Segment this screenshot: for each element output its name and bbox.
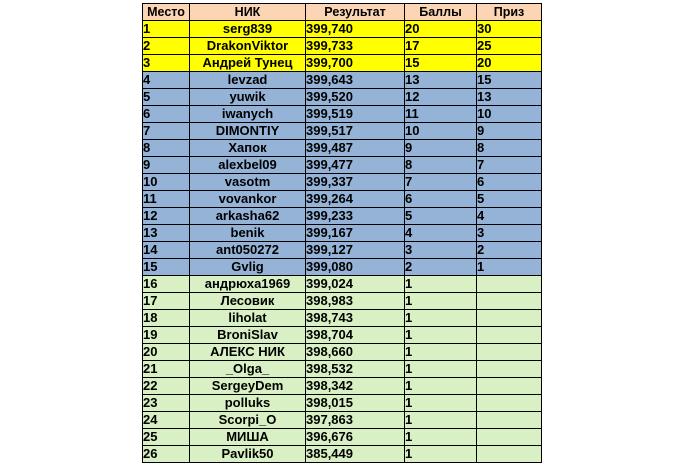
cell-place: 8 xyxy=(143,140,190,157)
cell-nick: yuwik xyxy=(190,89,306,106)
table-row xyxy=(143,310,542,327)
cell-prize xyxy=(477,412,542,429)
cell-points: 1 xyxy=(405,446,477,463)
cell-points: 9 xyxy=(405,140,477,157)
cell-prize xyxy=(477,310,542,327)
header-nick: НИК xyxy=(190,4,306,21)
cell-prize: 20 xyxy=(477,55,542,72)
cell-prize xyxy=(477,276,542,293)
cell-place: 15 xyxy=(143,259,190,276)
cell-place: 18 xyxy=(143,310,190,327)
cell-prize xyxy=(477,378,542,395)
cell-prize: 8 xyxy=(477,140,542,157)
cell-nick: arkasha62 xyxy=(190,208,306,225)
cell-nick: DIMONTIY xyxy=(190,123,306,140)
cell-points: 1 xyxy=(405,412,477,429)
cell-place: 11 xyxy=(143,191,190,208)
cell-result: 398,983 xyxy=(306,293,405,310)
cell-place: 24 xyxy=(143,412,190,429)
cell-place: 12 xyxy=(143,208,190,225)
cell-points: 6 xyxy=(405,191,477,208)
table-row xyxy=(143,38,542,55)
table-row xyxy=(143,89,542,106)
cell-result: 399,024 xyxy=(306,276,405,293)
cell-result: 398,342 xyxy=(306,378,405,395)
cell-points: 5 xyxy=(405,208,477,225)
cell-prize xyxy=(477,361,542,378)
cell-prize: 13 xyxy=(477,89,542,106)
cell-points: 3 xyxy=(405,242,477,259)
cell-prize xyxy=(477,429,542,446)
cell-nick: levzad xyxy=(190,72,306,89)
cell-points: 1 xyxy=(405,429,477,446)
cell-points: 1 xyxy=(405,395,477,412)
cell-points: 1 xyxy=(405,276,477,293)
cell-prize: 25 xyxy=(477,38,542,55)
cell-result: 398,532 xyxy=(306,361,405,378)
cell-nick: Хапок xyxy=(190,140,306,157)
cell-prize xyxy=(477,327,542,344)
table-row xyxy=(143,361,542,378)
cell-result: 398,743 xyxy=(306,310,405,327)
table-row xyxy=(143,140,542,157)
cell-prize xyxy=(477,395,542,412)
cell-nick: Scorpi_O xyxy=(190,412,306,429)
cell-place: 26 xyxy=(143,446,190,463)
cell-place: 25 xyxy=(143,429,190,446)
cell-place: 2 xyxy=(143,38,190,55)
table-row xyxy=(143,412,542,429)
cell-result: 399,233 xyxy=(306,208,405,225)
cell-place: 19 xyxy=(143,327,190,344)
cell-points: 4 xyxy=(405,225,477,242)
cell-result: 397,863 xyxy=(306,412,405,429)
table-row xyxy=(143,378,542,395)
cell-nick: андрюха1969 xyxy=(190,276,306,293)
cell-nick: МИША xyxy=(190,429,306,446)
cell-prize: 15 xyxy=(477,72,542,89)
cell-points: 13 xyxy=(405,72,477,89)
cell-nick: _Olga_ xyxy=(190,361,306,378)
cell-prize xyxy=(477,446,542,463)
table-row xyxy=(143,55,542,72)
table-row xyxy=(143,157,542,174)
cell-prize xyxy=(477,344,542,361)
table-row xyxy=(143,293,542,310)
cell-nick: Pavlik50 xyxy=(190,446,306,463)
table-row xyxy=(143,191,542,208)
table-row xyxy=(143,123,542,140)
header-row xyxy=(143,4,542,21)
cell-result: 399,487 xyxy=(306,140,405,157)
cell-points: 1 xyxy=(405,310,477,327)
cell-nick: АЛЕКС НИК xyxy=(190,344,306,361)
cell-place: 4 xyxy=(143,72,190,89)
cell-points: 11 xyxy=(405,106,477,123)
cell-nick: vovankor xyxy=(190,191,306,208)
cell-points: 1 xyxy=(405,327,477,344)
cell-points: 10 xyxy=(405,123,477,140)
cell-place: 6 xyxy=(143,106,190,123)
table-row xyxy=(143,242,542,259)
cell-result: 399,167 xyxy=(306,225,405,242)
cell-place: 9 xyxy=(143,157,190,174)
table-row xyxy=(143,72,542,89)
cell-points: 17 xyxy=(405,38,477,55)
cell-points: 8 xyxy=(405,157,477,174)
cell-place: 14 xyxy=(143,242,190,259)
table-row xyxy=(143,208,542,225)
cell-points: 7 xyxy=(405,174,477,191)
cell-result: 399,733 xyxy=(306,38,405,55)
cell-result: 399,477 xyxy=(306,157,405,174)
header-result: Результат xyxy=(306,4,405,21)
cell-result: 399,700 xyxy=(306,55,405,72)
cell-result: 399,740 xyxy=(306,21,405,38)
cell-points: 15 xyxy=(405,55,477,72)
cell-nick: DrakonViktor xyxy=(190,38,306,55)
cell-result: 399,517 xyxy=(306,123,405,140)
cell-points: 20 xyxy=(405,21,477,38)
cell-prize: 6 xyxy=(477,174,542,191)
cell-result: 398,704 xyxy=(306,327,405,344)
cell-place: 5 xyxy=(143,89,190,106)
table-row xyxy=(143,429,542,446)
cell-points: 1 xyxy=(405,293,477,310)
cell-points: 1 xyxy=(405,361,477,378)
cell-result: 398,660 xyxy=(306,344,405,361)
cell-result: 399,337 xyxy=(306,174,405,191)
cell-points: 1 xyxy=(405,378,477,395)
cell-result: 399,264 xyxy=(306,191,405,208)
cell-points: 12 xyxy=(405,89,477,106)
table-row xyxy=(143,276,542,293)
cell-place: 17 xyxy=(143,293,190,310)
cell-nick: vasotm xyxy=(190,174,306,191)
table-row xyxy=(143,225,542,242)
cell-nick: liholat xyxy=(190,310,306,327)
cell-prize: 2 xyxy=(477,242,542,259)
header-points: Баллы xyxy=(405,4,477,21)
cell-nick: BroniSlav xyxy=(190,327,306,344)
table-row xyxy=(143,327,542,344)
cell-result: 396,676 xyxy=(306,429,405,446)
cell-result: 399,519 xyxy=(306,106,405,123)
cell-prize: 9 xyxy=(477,123,542,140)
table-row xyxy=(143,259,542,276)
cell-nick: alexbel09 xyxy=(190,157,306,174)
cell-place: 20 xyxy=(143,344,190,361)
cell-place: 16 xyxy=(143,276,190,293)
cell-result: 399,520 xyxy=(306,89,405,106)
cell-prize: 4 xyxy=(477,208,542,225)
table-row xyxy=(143,106,542,123)
cell-nick: serg839 xyxy=(190,21,306,38)
cell-nick: polluks xyxy=(190,395,306,412)
cell-prize: 5 xyxy=(477,191,542,208)
results-body xyxy=(143,21,542,463)
cell-nick: ant050272 xyxy=(190,242,306,259)
results-table xyxy=(142,3,542,463)
cell-prize: 10 xyxy=(477,106,542,123)
header-place: Место xyxy=(143,4,190,21)
cell-place: 7 xyxy=(143,123,190,140)
cell-place: 23 xyxy=(143,395,190,412)
cell-nick: benik xyxy=(190,225,306,242)
cell-prize xyxy=(477,293,542,310)
cell-result: 399,127 xyxy=(306,242,405,259)
cell-points: 2 xyxy=(405,259,477,276)
cell-place: 3 xyxy=(143,55,190,72)
cell-result: 385,449 xyxy=(306,446,405,463)
cell-place: 1 xyxy=(143,21,190,38)
cell-prize: 7 xyxy=(477,157,542,174)
cell-points: 1 xyxy=(405,344,477,361)
table-row xyxy=(143,344,542,361)
cell-place: 13 xyxy=(143,225,190,242)
cell-result: 399,643 xyxy=(306,72,405,89)
cell-place: 22 xyxy=(143,378,190,395)
cell-result: 398,015 xyxy=(306,395,405,412)
table-row xyxy=(143,446,542,463)
cell-nick: Gvlig xyxy=(190,259,306,276)
table-row xyxy=(143,21,542,38)
cell-nick: iwanych xyxy=(190,106,306,123)
table-row xyxy=(143,395,542,412)
cell-prize: 30 xyxy=(477,21,542,38)
cell-place: 21 xyxy=(143,361,190,378)
cell-prize: 3 xyxy=(477,225,542,242)
cell-nick: Андрей Тунец xyxy=(190,55,306,72)
cell-place: 10 xyxy=(143,174,190,191)
table-row xyxy=(143,174,542,191)
cell-prize: 1 xyxy=(477,259,542,276)
cell-result: 399,080 xyxy=(306,259,405,276)
cell-nick: SergeyDem xyxy=(190,378,306,395)
header-prize: Приз xyxy=(477,4,542,21)
cell-nick: Лесовик xyxy=(190,293,306,310)
